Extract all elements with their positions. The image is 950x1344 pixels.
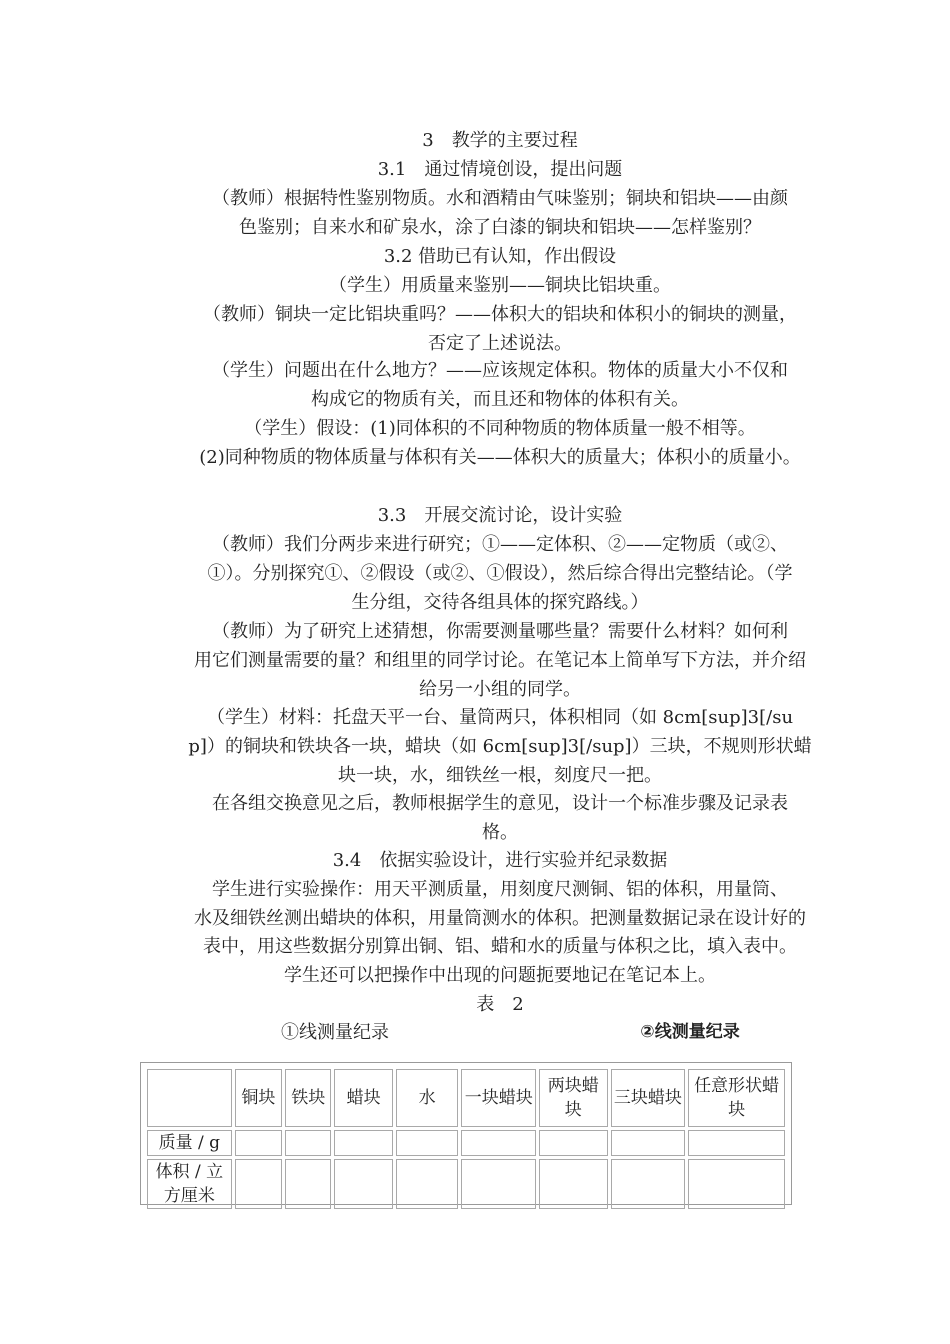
- table-cell: [396, 1130, 459, 1156]
- text-line: （学生）问题出在什么地方？——应该规定体积。物体的质量大小不仅和: [212, 360, 788, 381]
- text-line: 水及细铁丝测出蜡块的体积，用量筒测水的体积。把测量数据记录在设计好的: [194, 908, 806, 929]
- table-title: 表 2: [476, 994, 524, 1015]
- table-header-cell: 任意形状蜡块: [688, 1069, 785, 1127]
- table-header-cell: 一块蜡块: [461, 1069, 536, 1127]
- text-line: ①）。分别探究①、②假设（或②、①假设），然后综合得出完整结论。（学: [207, 563, 793, 584]
- text-line: 否定了上述说法。: [428, 333, 572, 354]
- text-line: 格。: [482, 822, 518, 843]
- table-cell: [396, 1159, 459, 1209]
- table-cell: [235, 1159, 282, 1209]
- text-line: （学生）材料：托盘天平一台、量筒两只，体积相同（如 8cm[sup]3[/su: [206, 707, 794, 728]
- text-line: （教师）为了研究上述猜想，你需要测量哪些量？需要什么材料？如何利: [212, 621, 788, 642]
- section-heading-3-3: 3.3 开展交流讨论，设计实验: [377, 505, 623, 526]
- text-line: (2)同种物质的物体质量与体积有关——体积大的质量大；体积小的质量小。: [199, 447, 801, 468]
- table-cell: [461, 1159, 536, 1209]
- text-line: 用它们测量需要的量？和组里的同学讨论。在笔记本上简单写下方法，并介绍: [194, 650, 806, 671]
- text-line: p]）的铜块和铁块各一块，蜡块（如 6cm[sup]3[/sup]）三块，不规则形状蜡: [188, 736, 812, 757]
- text-line: 学生还可以把操作中出现的问题扼要地记在笔记本上。: [284, 965, 716, 986]
- text-line: 在各组交换意见之后，教师根据学生的意见，设计一个标准步骤及记录表: [212, 793, 788, 814]
- table-header-cell: 铁块: [285, 1069, 331, 1127]
- text-line: 给另一小组的同学。: [419, 679, 581, 700]
- table-row: [147, 1130, 785, 1156]
- table-header-cell: 三块蜡块: [611, 1069, 686, 1127]
- table-header-cell: 水: [396, 1069, 459, 1127]
- section-heading-3-4: 3.4 依据实验设计，进行实验并纪录数据: [332, 850, 668, 871]
- section-heading-3-2: 3.2 借助已有认知，作出假设: [383, 246, 617, 267]
- text-line: 块一块，水，细铁丝一根，刻度尺一把。: [338, 765, 662, 786]
- table-cell: [285, 1159, 331, 1209]
- text-line: （教师）铜块一定比铝块重吗？——体积大的铝块和体积小的铜块的测量，: [203, 304, 797, 325]
- table-cell: [688, 1130, 785, 1156]
- table-cell: [334, 1130, 392, 1156]
- table-cell: [611, 1159, 686, 1209]
- table-header-cell: [147, 1069, 232, 1127]
- measurement-table-frame: [140, 1062, 792, 1205]
- table-cell: [235, 1130, 282, 1156]
- row-label-mass: 质量 / g: [147, 1130, 232, 1156]
- section-heading-3: 3 教学的主要过程: [422, 130, 578, 151]
- caption-left: ①线测量纪录: [281, 1022, 389, 1043]
- table-row: [147, 1159, 785, 1209]
- text-line: 生分组，交待各组具体的探究路线。）: [351, 592, 649, 613]
- caption-right: ②线测量纪录: [640, 1022, 740, 1042]
- text-line: 构成它的物质有关，而且还和物体的体积有关。: [311, 389, 689, 410]
- table-cell: [539, 1130, 608, 1156]
- table-cell: [539, 1159, 608, 1209]
- table-cell: [334, 1159, 392, 1209]
- table-header-row: [147, 1069, 785, 1127]
- table-cell: [688, 1159, 785, 1209]
- text-line: 色鉴别；自来水和矿泉水，涂了白漆的铜块和铝块——怎样鉴别？: [239, 217, 761, 238]
- text-line: 学生进行实验操作：用天平测质量，用刻度尺测铜、铝的体积，用量筒、: [212, 879, 788, 900]
- row-label-volume: 体积 / 立方厘米: [147, 1159, 232, 1209]
- text-line: 表中，用这些数据分别算出铜、铝、蜡和水的质量与体积之比，填入表中。: [203, 936, 797, 957]
- table-header-cell: 铜块: [235, 1069, 282, 1127]
- text-line: （教师）根据特性鉴别物质。水和酒精由气味鉴别；铜块和铝块——由颜: [212, 188, 788, 209]
- text-line: （学生）假设：(1)同体积的不同种物质的物体质量一般不相等。: [244, 418, 756, 439]
- measurement-table: [144, 1066, 788, 1212]
- section-heading-3-1: 3.1 通过情境创设，提出问题: [377, 159, 623, 180]
- text-line: （学生）用质量来鉴别——铜块比铝块重。: [329, 275, 671, 296]
- table-cell: [611, 1130, 686, 1156]
- table-header-cell: 蜡块: [334, 1069, 392, 1127]
- table-cell: [461, 1130, 536, 1156]
- table-header-cell: 两块蜡块: [539, 1069, 608, 1127]
- table-cell: [285, 1130, 331, 1156]
- text-line: （教师）我们分两步来进行研究；①——定体积、②——定物质（或②、: [212, 534, 788, 555]
